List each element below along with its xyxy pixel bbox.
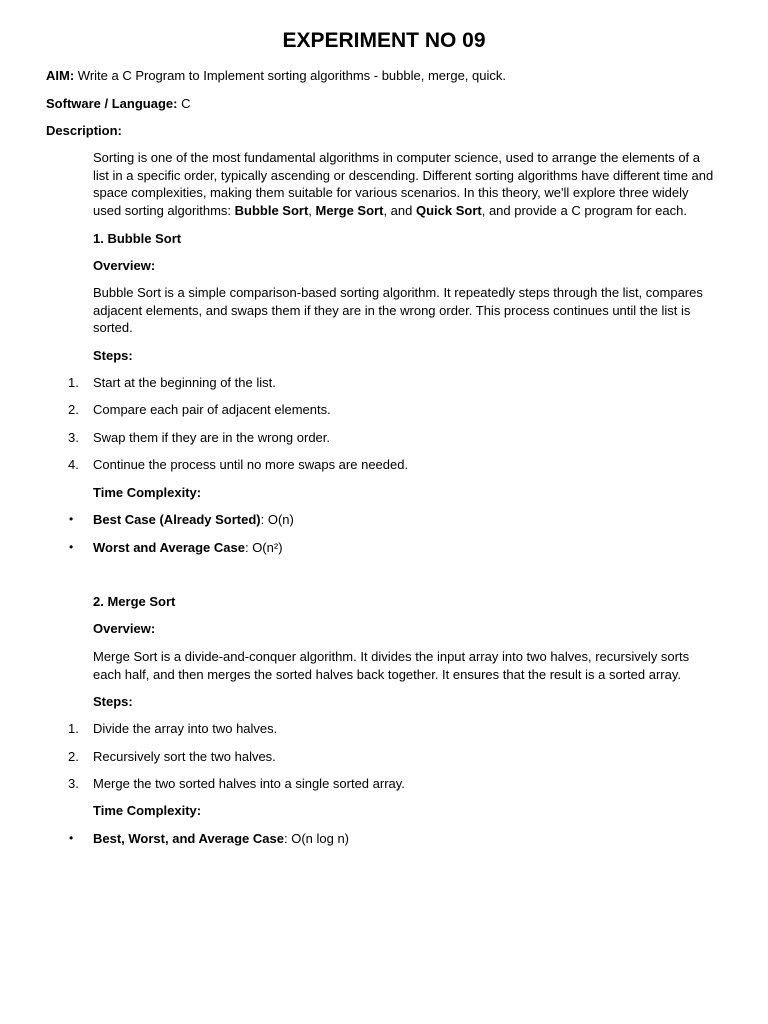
merge-steps-label: Steps:: [93, 694, 133, 709]
page-title: EXPERIMENT NO 09: [282, 29, 486, 52]
list-item: Swap them if they are in the wrong order.: [93, 430, 331, 445]
aim-text: Write a C Program to Implement sorting algorithms - bubble, merge, quick.: [74, 68, 506, 83]
software-text: C: [177, 96, 191, 111]
aim-label: AIM:: [46, 68, 75, 83]
merge-complexity-label: Time Complexity:: [93, 803, 202, 818]
description-label: Description:: [46, 123, 122, 138]
list-item: Continue the process until no more swaps are needed.: [93, 457, 409, 472]
list-number: 1.: [68, 721, 79, 736]
merge-overview-label: Overview:: [93, 621, 156, 636]
bubble-overview-label: Overview:: [93, 258, 156, 273]
bubble-steps-label: Steps:: [93, 348, 133, 363]
software-line: [46, 95, 190, 113]
bubble-sort-heading: 1. Bubble Sort: [93, 231, 182, 246]
bullet-icon: •: [69, 540, 74, 554]
merge-sort-heading: 2. Merge Sort: [93, 594, 176, 609]
list-number: 2.: [68, 402, 79, 417]
list-number: 3.: [68, 430, 79, 445]
complexity-item: Worst and Average Case: O(n²): [93, 540, 283, 555]
list-number: 4.: [68, 457, 79, 472]
merge-overview-text: Merge Sort is a divide-and-conquer algorithm. It divides the input array into two halves, recursively sorts each half, and then merges the sorted halves back together. It ensures that the result is a sorted array.: [93, 649, 690, 682]
list-number: 1.: [68, 375, 79, 390]
list-number: 3.: [68, 776, 79, 791]
bubble-overview-text: Bubble Sort is a simple comparison-based sorting algorithm. It repeatedly steps through the list, compares adjacent elements, and swaps them if they are in the wrong order. This process continues until the list is sorted.: [93, 285, 703, 335]
intro-text: Sorting is one of the most fundamental algorithms in computer science, used to arrange the elements of a list in a specific order, typically ascending or descending. Different sorting algorithms have different time and space complexities, making them suitable for various scenarios. In this theory, we'll explore three widely used sorting algorithms:: [93, 150, 714, 218]
list-item: Merge the two sorted halves into a single sorted array.: [93, 776, 405, 791]
bubble-complexity-label: Time Complexity:: [93, 485, 202, 500]
list-item: Recursively sort the two halves.: [93, 749, 276, 764]
bullet-icon: •: [69, 831, 74, 845]
list-item: Compare each pair of adjacent elements.: [93, 402, 331, 417]
complexity-item: Best Case (Already Sorted): O(n): [93, 512, 294, 527]
software-label: Software / Language:: [46, 96, 178, 111]
list-item: Start at the beginning of the list.: [93, 375, 276, 390]
intro-paragraph: Sorting is one of the most fundamental algorithms in computer science, used to arrange the elements of a list in a specific order, typically ascending or descending. Different sorting algorithms have different time and space complexities, making them suitable for various scenarios. In this theory, we'll explore three widely used sorting algorithms: Bubble Sort, Merge Sort, and Quick Sort, and provide a C program for each.: [93, 150, 714, 218]
list-number: 2.: [68, 749, 79, 764]
bullet-icon: •: [69, 512, 74, 526]
intro-merge-sort: Merge Sort: [315, 202, 384, 218]
list-item: Divide the array into two halves.: [93, 721, 278, 736]
intro-quick-sort: Quick Sort: [415, 202, 482, 218]
intro-bubble-sort: Bubble Sort: [234, 202, 309, 218]
complexity-item: Best, Worst, and Average Case: O(n log n): [93, 831, 350, 846]
aim-line: [46, 67, 506, 85]
